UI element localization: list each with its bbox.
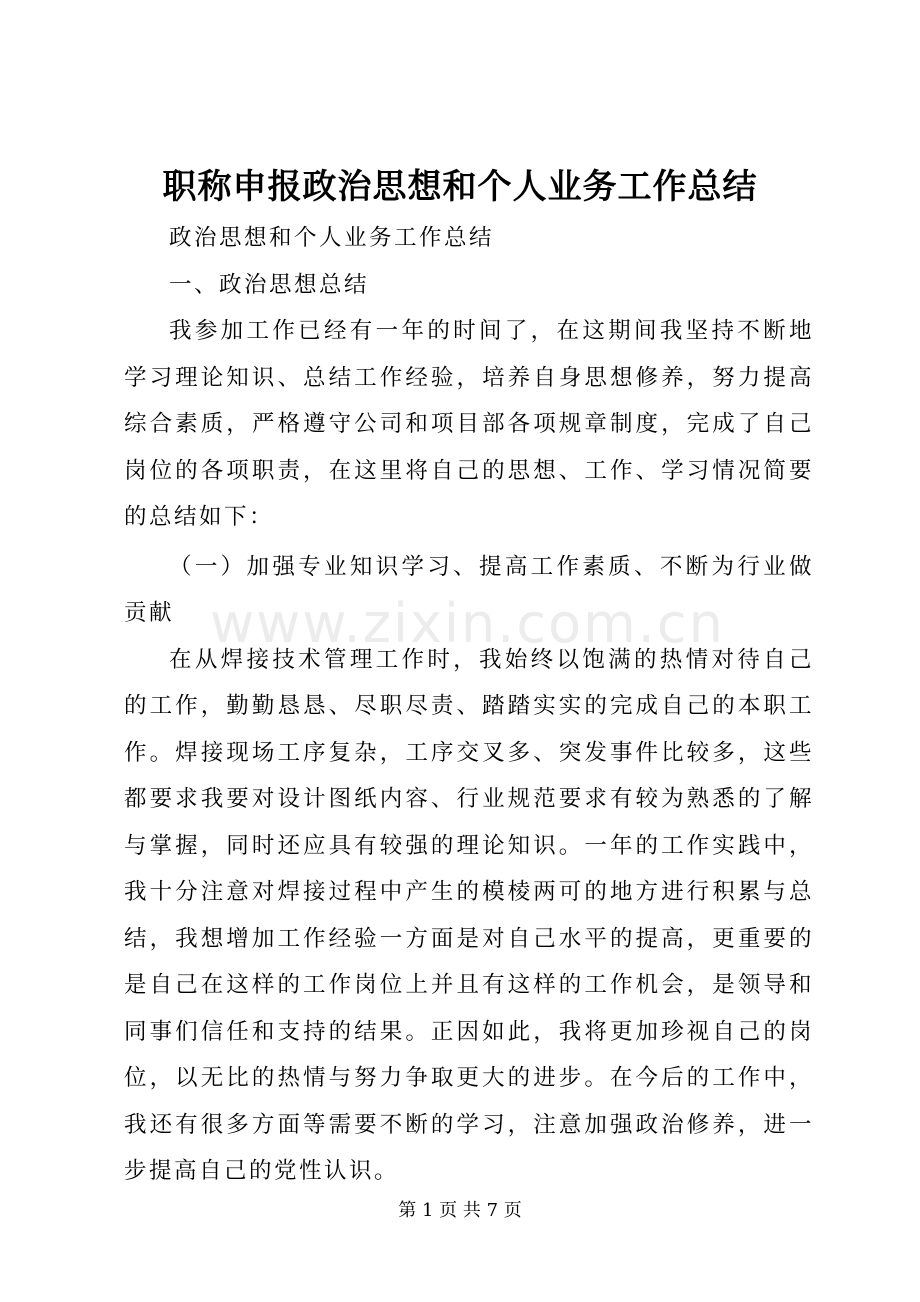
paragraph-body: 在从焊接技术管理工作时，我始终以饱满的热情对待自己的工作，勤勤恳恳、尽职尽责、踏踏实实的完成自己的本职工作。焊接现场工序复杂，工序交叉多、突发事件比较多，这些都要求我要对设计图纸内容、行业规范要求有较为熟悉的了解与掌握，同时还应具有较强的理论知识。一年的工作实践中，我十分注意对焊接过程中产生的模棱两可的地方进行积累与总结，我想增加工作经验一方面是对自己水平的提高，更重要的是自己在这样的工作岗位上并且有这样的工作机会，是领导和同事们信任和支持的结果。正因如此，我将更加珍视自己的岗位，以无比的热情与努力争取更大的进步。在今后的工作中，我还有很多方面等需要不断的学习，注意加强政治修养，进一步提高自己的党性认识。 bbox=[124, 646, 814, 1184]
watermark-text: www.zixin.com.cn bbox=[210, 592, 725, 655]
paragraph-section-heading: 一、政治思想总结 bbox=[169, 271, 370, 298]
paragraph-subtitle: 政治思想和个人业务工作总结 bbox=[169, 225, 495, 251]
paragraph-intro: 我参加工作已经有一年的时间了，在这期间我坚持不断地学习理论知识、总结工作经验，培养自身思想修养，努力提高综合素质，严格遵守公司和项目部各项规章制度，完成了自己岗位的各项职责，在这里将自己的思想、工作、学习情况简要的总结如下： bbox=[124, 318, 814, 530]
document-body bbox=[124, 215, 814, 1195]
page-footer: 第 1 页 共 7 页 bbox=[398, 1200, 522, 1221]
document-title: 职称申报政治思想和个人业务工作总结 bbox=[162, 167, 758, 207]
paragraph-subsection-heading: （一）加强专业知识学习、提高工作素质、不断为行业做贡献 bbox=[124, 553, 814, 626]
